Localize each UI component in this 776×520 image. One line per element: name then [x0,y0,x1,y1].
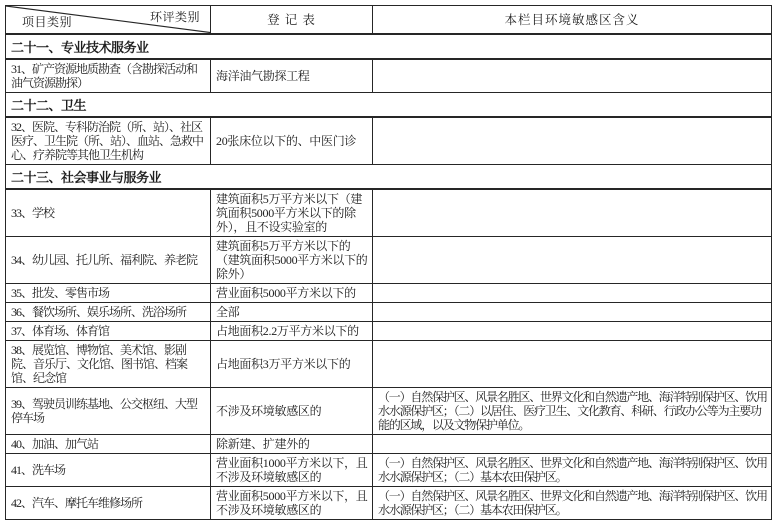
sensitive-cell [373,117,772,165]
register-cell: 建筑面积5万平方米以下（建筑面积5000平方米以下的除外），且不设实验室的 [211,189,373,237]
header-project-type-label: 项目类别 [22,14,73,29]
item-row [6,59,772,93]
project-cell: 42、汽车、摩托车维修场所 [6,486,211,519]
sensitive-cell [373,189,772,237]
project-cell: 37、体育场、体育馆 [6,321,211,340]
register-cell: 不涉及环境敏感区的 [211,387,373,434]
section-row [6,92,772,117]
item-row [6,302,772,321]
item-row [6,283,772,302]
register-cell: 营业面积5000平方米以下，且不涉及环境敏感区的 [211,486,373,519]
project-cell: 35、批发、零售市场 [6,283,211,302]
register-cell: 海洋油气勘探工程 [211,59,373,93]
project-cell: 40、加油、加气站 [6,434,211,453]
section-label: 二十三、社会事业与服务业 [6,164,772,189]
project-cell: 36、餐饮场所、娱乐场所、洗浴场所 [6,302,211,321]
register-cell: 营业面积1000平方米以下，且不涉及环境敏感区的 [211,453,373,486]
project-cell: 32、医院、专科防治院（所、站）、社区医疗、卫生院（所、站）、血站、急救中心、疗养院等其他卫生机构 [6,117,211,165]
sensitive-cell [373,321,772,340]
diagonal-header-cell [6,6,211,34]
item-row [6,486,772,519]
header-register-form: 登 记 表 [211,6,373,34]
register-cell: 20张床位以下的、中医门诊 [211,117,373,165]
project-cell: 38、展览馆、博物馆、美术馆、影剧院、音乐厅、文化馆、图书馆、档案馆、纪念馆 [6,340,211,387]
project-cell: 33、学校 [6,189,211,237]
register-cell: 全部 [211,302,373,321]
section-row [6,164,772,189]
item-row [6,434,772,453]
header-sensitive-area-meaning: 本栏目环境敏感区含义 [373,6,772,34]
sensitive-cell [373,236,772,283]
section-label: 二十二、卫生 [6,92,772,117]
sensitive-cell [373,283,772,302]
item-row [6,117,772,165]
sensitive-cell: （一）自然保护区、风景名胜区、世界文化和自然遗产地、海洋特别保护区、饮用水水源保护区；（二）基本农田保护区。 [373,453,772,486]
header-eia-type-label: 环评类别 [149,10,200,24]
register-cell: 建筑面积5万平方米以下的（建筑面积5000平方米以下的除外） [211,236,373,283]
sensitive-cell: （一）自然保护区、风景名胜区、世界文化和自然遗产地、海洋特别保护区、饮用水水源保护区；（二）基本农田保护区。 [373,486,772,519]
sensitive-cell [373,59,772,93]
project-cell: 41、洗车场 [6,453,211,486]
register-cell: 除新建、扩建外的 [211,434,373,453]
section-row [6,34,772,59]
project-cell: 31、矿产资源地质勘查（含勘探活动和油气资源勘探） [6,59,211,93]
item-row [6,321,772,340]
section-label: 二十一、专业技术服务业 [6,34,772,59]
item-row [6,453,772,486]
sensitive-cell: （一）自然保护区、风景名胜区、世界文化和自然遗产地、海洋特别保护区、饮用水水源保护区；（二）以居住、医疗卫生、文化教育、科研、行政办公等为主要功能的区域，以及文物保护单位。 [373,387,772,434]
table-body [6,34,772,520]
project-cell: 34、幼儿园、托儿所、福利院、养老院 [6,236,211,283]
header-row [6,6,772,34]
item-row [6,340,772,387]
sensitive-cell [373,302,772,321]
project-cell: 39、驾驶员训练基地、公交枢纽、大型停车场 [6,387,211,434]
sensitive-cell [373,340,772,387]
register-cell: 营业面积5000平方米以下的 [211,283,373,302]
item-row [6,236,772,283]
register-cell: 占地面积3万平方米以下的 [211,340,373,387]
sensitive-cell [373,434,772,453]
item-row [6,189,772,237]
item-row [6,387,772,434]
register-cell: 占地面积2.2万平方米以下的 [211,321,373,340]
eia-category-table [5,5,772,520]
table-header [6,6,772,34]
